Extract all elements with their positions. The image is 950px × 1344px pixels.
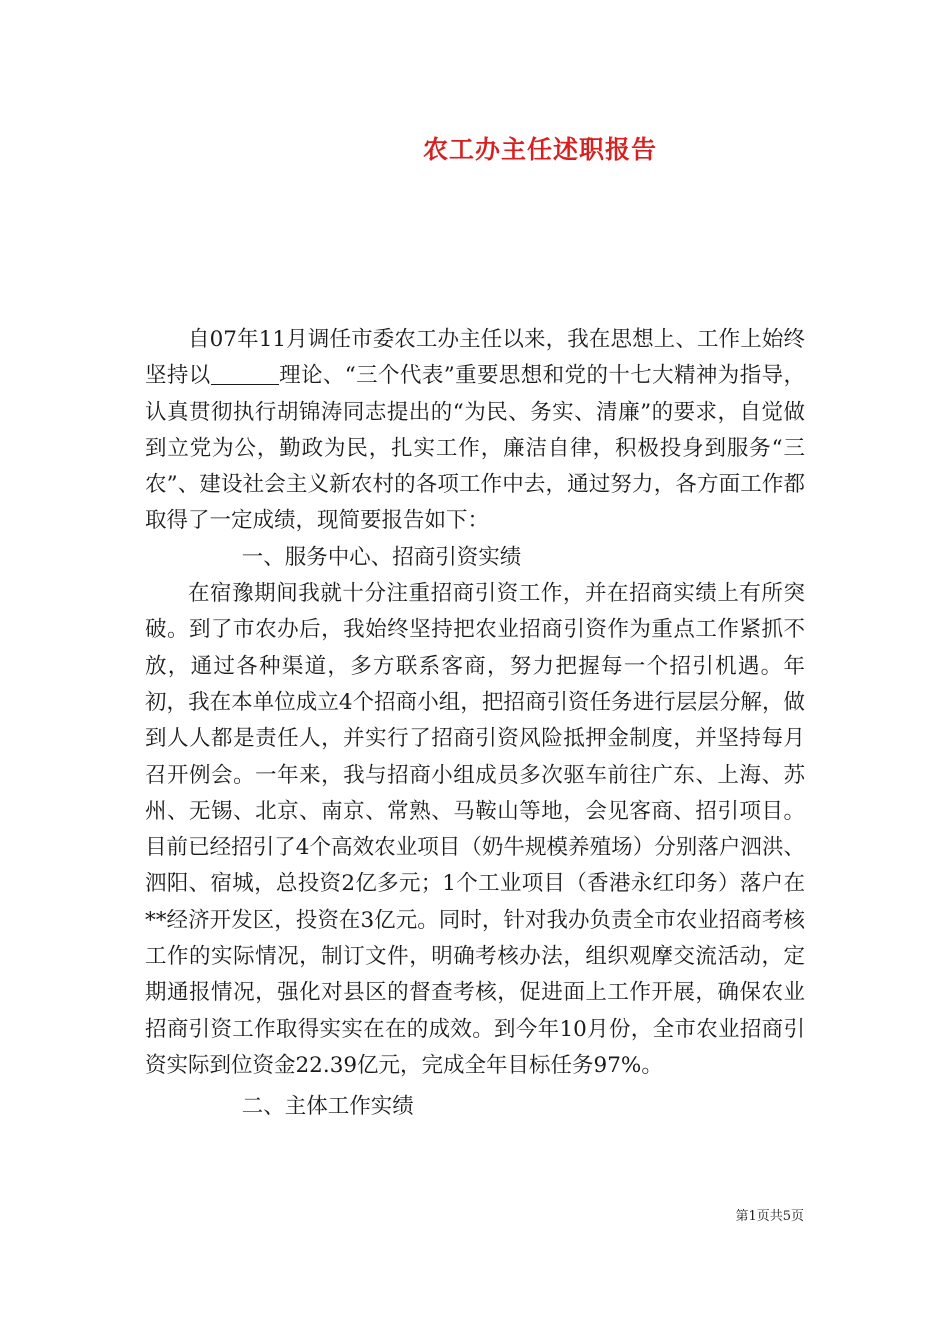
document-body <box>145 322 805 1126</box>
document-title: 农工办主任述职报告 <box>422 135 657 164</box>
intro-text-start: 自07年11月调任市委农工办主任以来，我在思想上、工作上始终坚持以 <box>145 327 805 389</box>
fill-in-blank <box>211 363 279 386</box>
section-heading-2: 二、主体工作实绩 <box>241 1094 414 1120</box>
section-heading-1: 一、服务中心、招商引资实绩 <box>241 544 522 570</box>
intro-paragraph <box>145 322 805 540</box>
intro-text-end: 理论、“三个代表”重要思想和党的十七大精神为指导，认真贯彻执行胡锦涛同志提出的“为民、务实、清廉”的要求，自觉做到立党为公，勤政为民，扎实工作，廉洁自律，积极投身到服务“三农”、建设社会主义新农村的各项工作中去，通过努力，各方面工作都取得了一定成绩，现简要报告如下： <box>145 363 805 534</box>
section-1-paragraph: 在宿豫期间我就十分注重招商引资工作，并在招商实绩上有所突破。到了市农办后，我始终坚持把农业招商引资作为重点工作紧抓不放，通过各种渠道，多方联系客商，努力把握每一个招引机遇。年初，我在本单位成立4个招商小组，把招商引资任务进行层层分解，做到人人都是责任人，并实行了招商引资风险抵押金制度，并坚持每月召开例会。一年来，我与招商小组成员多次驱车前往广东、上海、苏州、无锡、北京、南京、常熟、马鞍山等地，会见客商、招引项目。目前已经招引了4个高效农业项目（奶牛规模养殖场）分别落户泗洪、泗阳、宿城，总投资2亿多元；1个工业项目（香港永红印务）落户在**经济开发区，投资在3亿元。同时，针对我办负责全市农业招商考核工作的实际情况，制订文件，明确考核办法，组织观摩交流活动，定期通报情况，强化对县区的督查考核，促进面上工作开展，确保农业招商引资工作取得实实在在的成效。到今年10月份，全市农业招商引资实际到位资金22.39亿元，完成全年目标任务97%。 <box>145 581 805 1078</box>
page-number: 第1页共5页 <box>735 1209 804 1224</box>
